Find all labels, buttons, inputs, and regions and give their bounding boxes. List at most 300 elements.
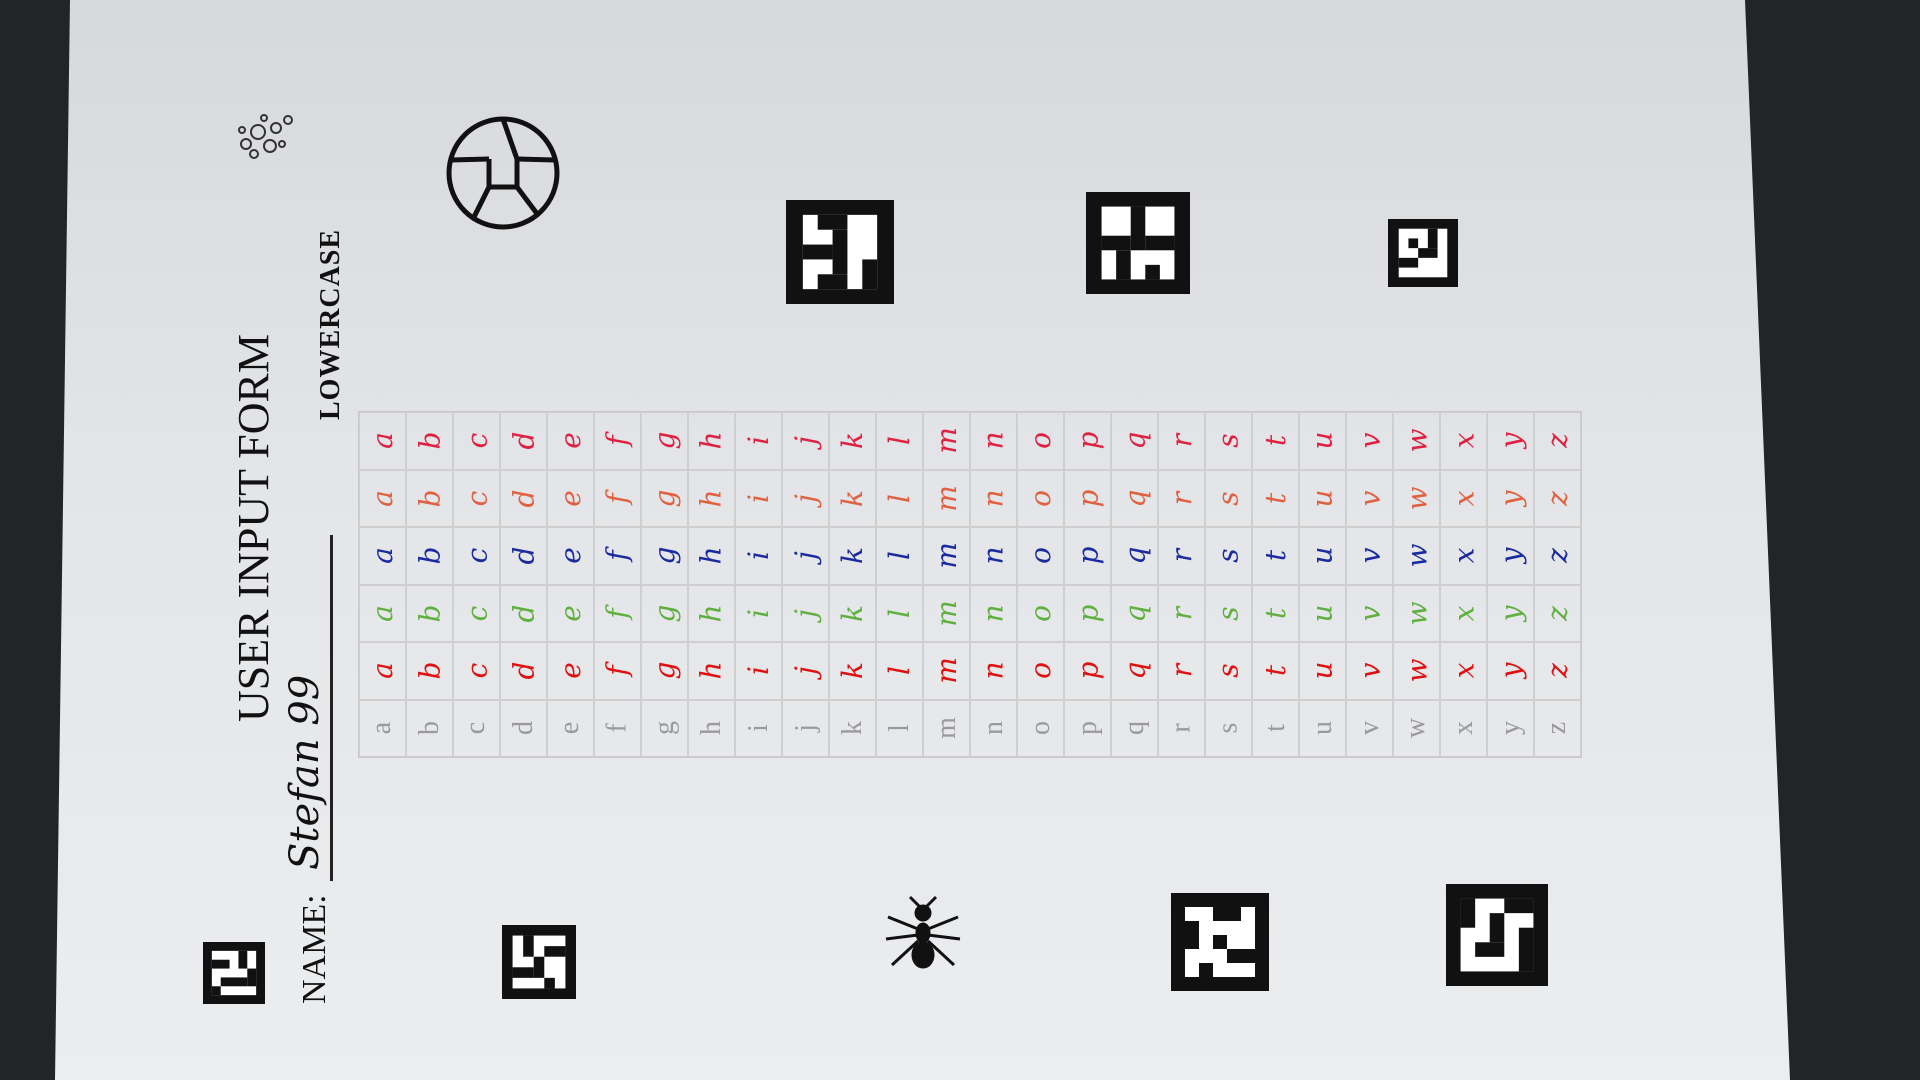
letter-glyph: e xyxy=(554,722,586,735)
handwriting-cell[interactable] xyxy=(970,642,1017,700)
handwriting-cell[interactable] xyxy=(876,642,923,700)
printed-letter-cell xyxy=(500,700,547,758)
letter-glyph: x xyxy=(1446,605,1480,622)
form-title: USER INPUT FORM xyxy=(229,334,278,722)
fiducial-marker xyxy=(502,925,576,999)
handwriting-cell[interactable] xyxy=(1017,585,1064,643)
letter-glyph: y xyxy=(1493,662,1527,679)
letter-glyph: n xyxy=(976,661,1010,680)
letter-glyph: q xyxy=(1118,604,1151,623)
letter-glyph: j xyxy=(789,666,822,676)
handwriting-cell[interactable] xyxy=(1487,585,1534,643)
handwriting-cell[interactable] xyxy=(1487,527,1534,585)
letter-glyph: a xyxy=(365,547,399,565)
handwriting-cell[interactable] xyxy=(359,470,406,528)
letter-glyph: s xyxy=(1212,433,1245,448)
letter-glyph: g xyxy=(648,546,681,565)
handwriting-cell[interactable] xyxy=(1346,527,1393,585)
handwriting-cell[interactable] xyxy=(970,412,1017,470)
letter-glyph: k xyxy=(836,721,868,736)
letter-glyph: k xyxy=(836,662,869,680)
handwriting-cell[interactable] xyxy=(1158,585,1205,643)
printed-letter-cell xyxy=(359,700,406,758)
letter-glyph: b xyxy=(413,546,446,565)
handwriting-cell[interactable] xyxy=(735,412,782,470)
letter-glyph: u xyxy=(1305,489,1339,508)
letter-glyph: g xyxy=(648,721,680,736)
letter-glyph: n xyxy=(976,604,1010,623)
letter-glyph: j xyxy=(789,608,822,618)
handwriting-cell[interactable] xyxy=(829,527,876,585)
letter-glyph: l xyxy=(883,551,916,561)
handwriting-cell[interactable] xyxy=(1299,585,1346,643)
letter-glyph: j xyxy=(789,436,822,446)
handwriting-cell[interactable] xyxy=(1064,585,1111,643)
handwriting-cell[interactable] xyxy=(1064,470,1111,528)
handwriting-cell[interactable] xyxy=(500,527,547,585)
letter-glyph: h xyxy=(694,546,728,565)
handwriting-cell[interactable] xyxy=(1252,412,1299,470)
letter-glyph: z xyxy=(1540,548,1574,564)
letter-glyph: f xyxy=(601,665,634,676)
letter-glyph: j xyxy=(789,724,821,733)
letter-glyph: v xyxy=(1352,547,1386,564)
letter-glyph: c xyxy=(460,605,493,622)
letter-glyph: g xyxy=(648,604,681,623)
printed-letter-cell xyxy=(1393,700,1440,758)
handwriting-cell[interactable] xyxy=(594,470,641,528)
printed-letter-cell xyxy=(970,700,1017,758)
letter-glyph: s xyxy=(1212,491,1245,506)
printed-letter-cell xyxy=(876,700,923,758)
letter-glyph: r xyxy=(1164,549,1198,563)
letter-glyph: f xyxy=(601,608,634,619)
handwriting-cell[interactable] xyxy=(1111,585,1158,643)
handwriting-cell[interactable] xyxy=(1487,412,1534,470)
letter-glyph: o xyxy=(1023,604,1057,622)
printed-letter-cell xyxy=(1064,700,1111,758)
handwriting-cell[interactable] xyxy=(876,527,923,585)
letter-glyph: u xyxy=(1305,546,1339,565)
letter-glyph: p xyxy=(1071,721,1103,736)
letter-glyph: p xyxy=(1071,546,1104,565)
handwriting-cell[interactable] xyxy=(1205,412,1252,470)
letter-glyph: x xyxy=(1446,662,1480,679)
handwriting-cell[interactable] xyxy=(1017,470,1064,528)
handwriting-cell[interactable] xyxy=(1111,412,1158,470)
handwriting-cell[interactable] xyxy=(970,527,1017,585)
handwriting-cell[interactable] xyxy=(453,585,500,643)
handwriting-cell[interactable] xyxy=(406,527,453,585)
handwriting-cell[interactable] xyxy=(1158,470,1205,528)
letter-glyph: f xyxy=(601,493,634,504)
letter-glyph: e xyxy=(553,662,587,680)
handwriting-cell[interactable] xyxy=(500,585,547,643)
printed-letter-cell xyxy=(453,700,500,758)
letter-glyph: m xyxy=(930,484,963,512)
letter-glyph: m xyxy=(930,427,963,455)
handwriting-cell[interactable] xyxy=(1017,527,1064,585)
handwriting-cell[interactable] xyxy=(406,642,453,700)
handwriting-cell[interactable] xyxy=(923,642,970,700)
letter-glyph: q xyxy=(1118,431,1151,450)
letter-glyph: s xyxy=(1212,722,1244,734)
handwriting-cell[interactable] xyxy=(1487,642,1534,700)
printed-letter-cell xyxy=(547,700,594,758)
printed-letter-cell xyxy=(735,700,782,758)
letter-glyph: y xyxy=(1493,605,1527,622)
handwriting-cell[interactable] xyxy=(1252,642,1299,700)
handwriting-cell[interactable] xyxy=(782,527,829,585)
letter-glyph: o xyxy=(1024,721,1056,736)
printed-letter-cell xyxy=(1252,700,1299,758)
letter-glyph: w xyxy=(1400,601,1433,626)
handwriting-cell[interactable] xyxy=(1534,412,1581,470)
letter-glyph: e xyxy=(553,432,587,450)
ant-icon xyxy=(878,895,968,973)
handwriting-cell[interactable] xyxy=(1487,470,1534,528)
printed-letter-cell xyxy=(688,700,735,758)
handwriting-cell[interactable] xyxy=(1299,470,1346,528)
letter-glyph: y xyxy=(1493,432,1527,449)
handwriting-cell[interactable] xyxy=(1299,412,1346,470)
handwriting-cell[interactable] xyxy=(923,527,970,585)
letter-glyph: s xyxy=(1212,663,1245,678)
letter-glyph: v xyxy=(1352,605,1386,622)
handwriting-cell[interactable] xyxy=(829,470,876,528)
handwriting-cell[interactable] xyxy=(547,642,594,700)
letter-glyph: y xyxy=(1493,547,1527,564)
letter-glyph: f xyxy=(601,550,634,561)
handwriting-cell[interactable] xyxy=(547,412,594,470)
letter-glyph: n xyxy=(976,546,1010,565)
name-label: NAME: xyxy=(296,894,333,1004)
letter-glyph: n xyxy=(977,721,1009,736)
handwriting-cell[interactable] xyxy=(1064,642,1111,700)
printed-letter-cell xyxy=(1299,700,1346,758)
letter-glyph: d xyxy=(507,489,540,508)
character-grid xyxy=(358,411,1582,758)
letter-glyph: o xyxy=(1023,662,1057,680)
handwriting-cell[interactable] xyxy=(688,527,735,585)
handwriting-cell[interactable] xyxy=(1393,470,1440,528)
letter-glyph: r xyxy=(1164,664,1198,678)
letter-glyph: h xyxy=(694,431,728,450)
letter-glyph: a xyxy=(366,722,398,735)
handwriting-cell[interactable] xyxy=(829,642,876,700)
handwriting-cell[interactable] xyxy=(1205,585,1252,643)
handwriting-cell[interactable] xyxy=(594,642,641,700)
handwriting-cell[interactable] xyxy=(500,470,547,528)
handwriting-cell[interactable] xyxy=(406,470,453,528)
printed-letter-cell xyxy=(1534,700,1581,758)
handwriting-cell[interactable] xyxy=(1534,470,1581,528)
letter-glyph: h xyxy=(694,661,728,680)
letter-glyph: i xyxy=(742,493,775,503)
handwriting-cell[interactable] xyxy=(1440,470,1487,528)
letter-glyph: z xyxy=(1541,722,1573,735)
letter-glyph: k xyxy=(836,604,869,622)
letter-glyph: w xyxy=(1400,658,1433,683)
letter-glyph: b xyxy=(413,604,446,623)
printed-letter-cell xyxy=(641,700,688,758)
handwriting-cell[interactable] xyxy=(1017,642,1064,700)
letter-glyph: i xyxy=(742,436,775,446)
handwriting-cell[interactable] xyxy=(641,527,688,585)
handwriting-cell[interactable] xyxy=(688,470,735,528)
handwriting-cell[interactable] xyxy=(1393,585,1440,643)
section-label: LOWERCASE xyxy=(315,228,346,420)
letter-glyph: h xyxy=(695,721,727,736)
letter-glyph: e xyxy=(553,489,587,507)
handwriting-cell[interactable] xyxy=(359,585,406,643)
letter-glyph: x xyxy=(1447,721,1479,736)
handwriting-cell[interactable] xyxy=(782,642,829,700)
handwriting-cell[interactable] xyxy=(735,527,782,585)
letter-glyph: d xyxy=(507,431,540,450)
letter-glyph: e xyxy=(553,604,587,622)
letter-glyph: z xyxy=(1540,433,1574,449)
letter-glyph: r xyxy=(1164,491,1198,505)
letter-glyph: v xyxy=(1352,432,1386,449)
printed-letter-cell xyxy=(1017,700,1064,758)
letter-glyph: d xyxy=(507,721,539,736)
letter-glyph: n xyxy=(976,489,1010,508)
handwriting-cell[interactable] xyxy=(547,470,594,528)
letter-glyph: u xyxy=(1305,604,1339,623)
letter-glyph: v xyxy=(1353,721,1385,736)
letter-glyph: x xyxy=(1446,547,1480,564)
printed-letter-cell xyxy=(1205,700,1252,758)
name-field-value[interactable]: Stefan 99 xyxy=(282,674,328,870)
handwriting-cell[interactable] xyxy=(1346,470,1393,528)
letter-glyph: e xyxy=(553,547,587,565)
letter-glyph: b xyxy=(413,721,445,736)
handwriting-cell[interactable] xyxy=(1064,412,1111,470)
handwriting-cell[interactable] xyxy=(1393,642,1440,700)
letter-glyph: k xyxy=(836,489,869,507)
letter-glyph: l xyxy=(883,608,916,618)
handwriting-cell[interactable] xyxy=(594,585,641,643)
handwriting-cell[interactable] xyxy=(1393,412,1440,470)
handwriting-cell[interactable] xyxy=(359,527,406,585)
handwriting-cell[interactable] xyxy=(500,412,547,470)
handwriting-cell[interactable] xyxy=(1205,470,1252,528)
handwriting-cell[interactable] xyxy=(594,527,641,585)
letter-glyph: a xyxy=(365,489,399,507)
letter-glyph: w xyxy=(1400,428,1433,453)
letter-glyph: c xyxy=(460,432,493,449)
fiducial-marker xyxy=(203,942,265,1004)
letter-glyph: i xyxy=(742,724,774,733)
letter-glyph: t xyxy=(1258,435,1292,447)
handwriting-cell[interactable] xyxy=(688,642,735,700)
letter-glyph: d xyxy=(507,546,540,565)
letter-glyph: p xyxy=(1071,431,1104,450)
fiducial-marker xyxy=(786,200,894,304)
handwriting-cell[interactable] xyxy=(1158,642,1205,700)
fiducial-marker xyxy=(1446,884,1548,986)
letter-glyph: v xyxy=(1352,490,1386,507)
handwriting-cell[interactable] xyxy=(1111,470,1158,528)
handwriting-cell[interactable] xyxy=(1111,527,1158,585)
letter-glyph: r xyxy=(1164,606,1198,620)
handwriting-cell[interactable] xyxy=(1440,642,1487,700)
letter-glyph: i xyxy=(742,551,775,561)
letter-glyph: h xyxy=(694,489,728,508)
handwriting-cell[interactable] xyxy=(1534,642,1581,700)
letter-glyph: p xyxy=(1071,604,1104,623)
letter-glyph: t xyxy=(1259,724,1291,733)
handwriting-cell[interactable] xyxy=(547,585,594,643)
letter-glyph: z xyxy=(1540,605,1574,621)
handwriting-cell[interactable] xyxy=(406,412,453,470)
handwriting-cell[interactable] xyxy=(641,470,688,528)
handwriting-cell[interactable] xyxy=(1252,585,1299,643)
letter-glyph: o xyxy=(1023,432,1057,450)
letter-glyph: m xyxy=(930,542,963,570)
letter-glyph: h xyxy=(694,604,728,623)
handwriting-cell[interactable] xyxy=(406,585,453,643)
letter-glyph: w xyxy=(1400,718,1432,739)
letter-glyph: g xyxy=(648,489,681,508)
letter-glyph: r xyxy=(1165,723,1197,733)
letter-glyph: i xyxy=(742,608,775,618)
handwriting-cell[interactable] xyxy=(829,585,876,643)
letter-glyph: k xyxy=(836,432,869,450)
fiducial-marker xyxy=(1388,219,1458,287)
letter-glyph: d xyxy=(507,661,540,680)
letter-glyph: c xyxy=(460,722,492,735)
letter-glyph: q xyxy=(1118,721,1150,736)
handwriting-cell[interactable] xyxy=(735,470,782,528)
letter-glyph: o xyxy=(1023,489,1057,507)
handwriting-cell[interactable] xyxy=(1017,412,1064,470)
letter-glyph: o xyxy=(1023,547,1057,565)
handwriting-cell[interactable] xyxy=(641,585,688,643)
handwriting-cell[interactable] xyxy=(453,642,500,700)
handwriting-cell[interactable] xyxy=(1440,412,1487,470)
handwriting-cell[interactable] xyxy=(970,470,1017,528)
handwriting-cell[interactable] xyxy=(1346,412,1393,470)
letter-glyph: r xyxy=(1164,434,1198,448)
handwriting-cell[interactable] xyxy=(1111,642,1158,700)
handwriting-cell[interactable] xyxy=(1205,642,1252,700)
handwriting-cell[interactable] xyxy=(688,412,735,470)
handwriting-cell[interactable] xyxy=(1440,527,1487,585)
letter-glyph: u xyxy=(1306,721,1338,736)
handwriting-cell[interactable] xyxy=(876,470,923,528)
handwriting-cell[interactable] xyxy=(735,642,782,700)
handwriting-cell[interactable] xyxy=(1346,642,1393,700)
handwriting-cell[interactable] xyxy=(641,642,688,700)
handwriting-cell[interactable] xyxy=(782,585,829,643)
handwriting-cell[interactable] xyxy=(359,412,406,470)
handwriting-cell[interactable] xyxy=(1299,527,1346,585)
handwriting-cell[interactable] xyxy=(453,470,500,528)
handwriting-cell[interactable] xyxy=(876,585,923,643)
letter-glyph: j xyxy=(789,551,822,561)
letter-glyph: p xyxy=(1071,661,1104,680)
printed-letter-cell xyxy=(923,700,970,758)
letter-glyph: b xyxy=(413,431,446,450)
handwriting-cell[interactable] xyxy=(453,412,500,470)
handwriting-cell[interactable] xyxy=(1440,585,1487,643)
printed-letter-cell xyxy=(829,700,876,758)
letter-glyph: u xyxy=(1305,661,1339,680)
letter-glyph: t xyxy=(1258,665,1292,677)
handwriting-cell[interactable] xyxy=(970,585,1017,643)
handwriting-cell[interactable] xyxy=(641,412,688,470)
letter-glyph: x xyxy=(1446,432,1480,449)
letter-glyph: a xyxy=(365,662,399,680)
letter-glyph: m xyxy=(930,717,962,740)
handwriting-cell[interactable] xyxy=(500,642,547,700)
letter-glyph: f xyxy=(601,723,633,733)
handwriting-cell[interactable] xyxy=(1299,642,1346,700)
letter-glyph: q xyxy=(1118,489,1151,508)
handwriting-cell[interactable] xyxy=(923,585,970,643)
fiducial-marker xyxy=(1171,893,1269,991)
handwriting-cell[interactable] xyxy=(453,527,500,585)
handwriting-cell[interactable] xyxy=(1346,585,1393,643)
handwriting-cell[interactable] xyxy=(829,412,876,470)
letter-glyph: w xyxy=(1400,486,1433,511)
handwriting-cell[interactable] xyxy=(1064,527,1111,585)
printed-letter-cell xyxy=(406,700,453,758)
handwriting-cell[interactable] xyxy=(1534,585,1581,643)
handwriting-cell[interactable] xyxy=(359,642,406,700)
handwriting-cell[interactable] xyxy=(782,412,829,470)
letter-glyph: m xyxy=(930,657,963,685)
letter-glyph: i xyxy=(742,666,775,676)
handwriting-cell[interactable] xyxy=(1158,527,1205,585)
handwriting-cell[interactable] xyxy=(1158,412,1205,470)
handwriting-cell[interactable] xyxy=(1534,527,1581,585)
letter-glyph: c xyxy=(460,490,493,507)
printed-letter-cell xyxy=(1158,700,1205,758)
letter-glyph: s xyxy=(1212,548,1245,563)
letter-glyph: a xyxy=(365,604,399,622)
letter-glyph: b xyxy=(413,661,446,680)
letter-glyph: l xyxy=(883,724,915,733)
letter-glyph: g xyxy=(648,661,681,680)
printed-letter-cell xyxy=(1111,700,1158,758)
letter-glyph: t xyxy=(1258,607,1292,619)
letter-glyph: t xyxy=(1258,550,1292,562)
handwriting-cell[interactable] xyxy=(1252,527,1299,585)
handwriting-cell[interactable] xyxy=(782,470,829,528)
letter-glyph: n xyxy=(976,431,1010,450)
handwriting-cell[interactable] xyxy=(876,412,923,470)
letter-glyph: k xyxy=(836,547,869,565)
handwriting-cell[interactable] xyxy=(688,585,735,643)
letter-glyph: l xyxy=(883,493,916,503)
handwriting-cell[interactable] xyxy=(923,412,970,470)
handwriting-cell[interactable] xyxy=(923,470,970,528)
letter-glyph: q xyxy=(1118,546,1151,565)
handwriting-cell[interactable] xyxy=(1205,527,1252,585)
handwriting-cell[interactable] xyxy=(594,412,641,470)
letter-glyph: y xyxy=(1494,721,1526,736)
letter-glyph: z xyxy=(1540,490,1574,506)
handwriting-cell[interactable] xyxy=(547,527,594,585)
letter-glyph: a xyxy=(365,432,399,450)
handwriting-cell[interactable] xyxy=(1252,470,1299,528)
handwriting-cell[interactable] xyxy=(1393,527,1440,585)
handwriting-cell[interactable] xyxy=(735,585,782,643)
letter-glyph: g xyxy=(648,431,681,450)
